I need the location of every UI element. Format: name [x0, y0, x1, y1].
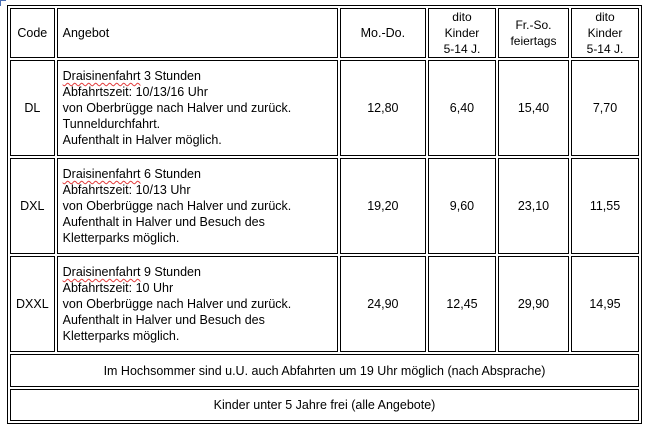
offer-line: Aufenthalt in Halver und Besuch des	[62, 313, 265, 327]
table-row	[10, 256, 639, 352]
offer-title	[63, 68, 332, 84]
note-evening-departures: Im Hochsommer sind u.U. auch Abfahrten um 19 Uhr möglich (nach Absprache)	[10, 354, 639, 387]
offer-title-word: Draisinenfahrt	[62, 167, 141, 181]
header-kids-weekday-line: 5-14 J.	[443, 42, 481, 56]
offer-title-rest: 6 Stunden	[140, 167, 201, 181]
price-fri-sun: 15,40	[498, 60, 569, 156]
offer-line: Aufenthalt in Halver und Besuch des	[62, 215, 265, 229]
offer-title-word: Draisinenfahrt	[62, 265, 141, 279]
note-row	[10, 354, 639, 387]
header-fri-sun-line: feiertags	[510, 34, 557, 48]
note-row	[10, 389, 639, 421]
price-kids-weekend: 14,95	[571, 256, 639, 352]
header-kids-weekday-line: Kinder	[444, 26, 480, 40]
offer-title	[63, 264, 332, 280]
price-mon-thu: 24,90	[340, 256, 426, 352]
header-kids-weekend-line: dito	[595, 10, 615, 24]
offer-code: DXXL	[10, 256, 55, 352]
price-kids-weekend: 11,55	[571, 158, 639, 254]
offer-description	[57, 158, 338, 254]
offer-description	[57, 60, 338, 156]
header-kids-weekday-line: dito	[452, 10, 472, 24]
note-children-free: Kinder unter 5 Jahre frei (alle Angebote)	[10, 389, 639, 421]
table-row	[10, 60, 639, 156]
header-fri-sun	[498, 8, 569, 58]
header-code: Code	[10, 8, 55, 58]
offer-line: Abfahrtszeit: 10/13 Uhr	[62, 183, 191, 197]
price-kids-weekday: 12,45	[428, 256, 496, 352]
offer-title	[63, 166, 332, 182]
offer-line: Aufenthalt in Halver möglich.	[62, 133, 222, 147]
offer-title-rest: 3 Stunden	[140, 69, 201, 83]
offer-description	[57, 256, 338, 352]
price-fri-sun: 23,10	[498, 158, 569, 254]
offer-code: DL	[10, 60, 55, 156]
offer-line: Tunneldurchfahrt.	[62, 117, 161, 131]
price-fri-sun: 29,90	[498, 256, 569, 352]
offer-title-word: Draisinenfahrt	[62, 69, 141, 83]
header-offer: Angebot	[57, 8, 338, 58]
offer-line: von Oberbrügge nach Halver und zurück.	[62, 101, 292, 115]
offer-line: Abfahrtszeit: 10/13/16 Uhr	[62, 85, 208, 99]
offer-line: Kletterparks möglich.	[62, 329, 180, 343]
price-kids-weekend: 7,70	[571, 60, 639, 156]
price-mon-thu: 19,20	[340, 158, 426, 254]
offer-title-rest: 9 Stunden	[140, 265, 201, 279]
header-kids-weekday	[428, 8, 496, 58]
offer-line: von Oberbrügge nach Halver und zurück.	[62, 297, 292, 311]
header-kids-weekend-line: Kinder	[587, 26, 623, 40]
header-kids-weekend-line: 5-14 J.	[586, 42, 624, 56]
price-mon-thu: 12,80	[340, 60, 426, 156]
offer-line: von Oberbrügge nach Halver und zurück.	[62, 199, 292, 213]
offer-line: Kletterparks möglich.	[62, 231, 180, 245]
header-mon-thu: Mo.-Do.	[340, 8, 426, 58]
offer-code: DXL	[10, 158, 55, 254]
document-corner-marker	[0, 0, 6, 6]
price-kids-weekday: 6,40	[428, 60, 496, 156]
table-row	[10, 158, 639, 254]
price-kids-weekday: 9,60	[428, 158, 496, 254]
header-kids-weekend	[571, 8, 639, 58]
header-fri-sun-line: Fr.-So.	[515, 18, 552, 32]
price-table	[7, 5, 642, 424]
offer-line: Abfahrtszeit: 10 Uhr	[62, 281, 174, 295]
table-header-row	[10, 8, 639, 58]
